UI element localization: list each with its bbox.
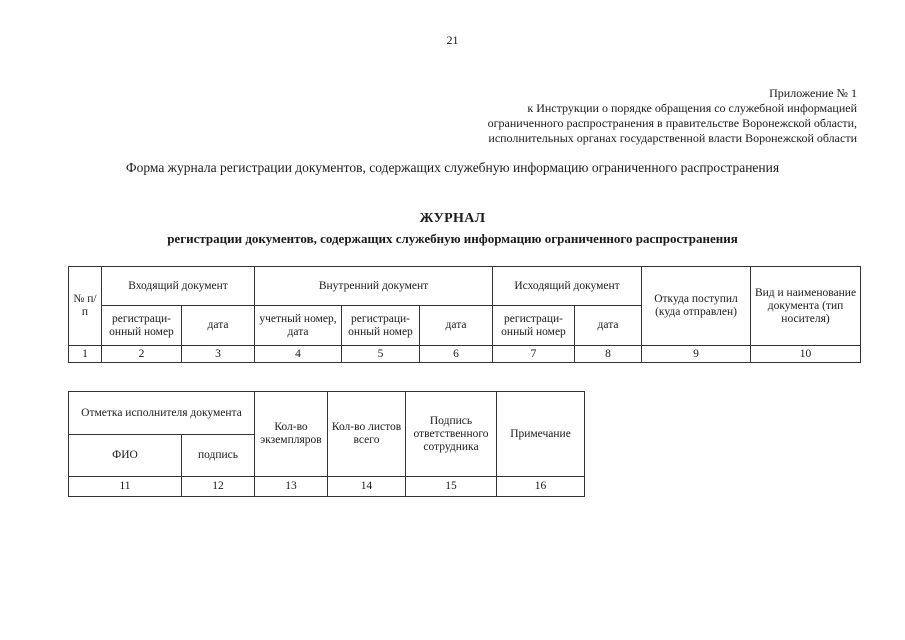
column-number: 2: [102, 346, 182, 363]
header-copies: Кол-во экземпляров: [255, 392, 328, 477]
header-internal-account: учетный номер, дата: [255, 306, 342, 346]
header-executor-signature: подпись: [182, 435, 255, 477]
appendix-line: ограниченного распространения в правительстве Воронежской области,: [487, 116, 857, 130]
journal-table-part-2: [68, 391, 585, 497]
appendix-line: к Инструкции о порядке обращения со служебной информацией: [527, 101, 857, 115]
header-incoming-date: дата: [182, 306, 255, 346]
column-number: 10: [751, 346, 861, 363]
column-number: 9: [642, 346, 751, 363]
page-number: 21: [446, 33, 459, 47]
header-outgoing-reg: регистраци-онный номер: [493, 306, 575, 346]
form-title: Форма журнала регистрации документов, содержащих служебную информацию ограниченного распространения: [125, 160, 780, 175]
header-incoming-reg: регистраци-онный номер: [102, 306, 182, 346]
column-number: 3: [182, 346, 255, 363]
column-number: 16: [497, 477, 585, 497]
header-incoming: Входящий документ: [102, 267, 255, 306]
column-number: 13: [255, 477, 328, 497]
header-internal: Внутренний документ: [255, 267, 493, 306]
appendix-line: Приложение № 1: [769, 86, 857, 100]
header-outgoing-date: дата: [575, 306, 642, 346]
header-executor-fio: ФИО: [69, 435, 182, 477]
column-number: 1: [69, 346, 102, 363]
header-responsible-signature: Подпись ответственного сотрудника: [406, 392, 497, 477]
column-number: 7: [493, 346, 575, 363]
appendix-note: [488, 86, 857, 146]
header-internal-date: дата: [420, 306, 493, 346]
column-number: 12: [182, 477, 255, 497]
column-number: 11: [69, 477, 182, 497]
header-from-to: Откуда поступил (куда отправлен): [642, 267, 751, 346]
header-internal-reg: регистраци-онный номер: [342, 306, 420, 346]
column-number: 4: [255, 346, 342, 363]
column-number: 8: [575, 346, 642, 363]
journal-table-part-1: [68, 266, 861, 363]
column-number: 6: [420, 346, 493, 363]
header-note: Примечание: [497, 392, 585, 477]
header-type-name: Вид и наименование документа (тип носителя): [751, 267, 861, 346]
header-num: № п/п: [69, 267, 102, 346]
column-number: 14: [328, 477, 406, 497]
journal-title: ЖУРНАЛ: [419, 211, 486, 226]
header-sheets: Кол-во листов всего: [328, 392, 406, 477]
header-outgoing: Исходящий документ: [493, 267, 642, 306]
appendix-line: исполнительных органах государственной власти Воронежской области: [488, 131, 857, 145]
header-executor: Отметка исполнителя документа: [69, 392, 255, 435]
column-number: 15: [406, 477, 497, 497]
journal-subtitle: регистрации документов, содержащих служебную информацию ограниченного распространения: [167, 231, 738, 246]
column-number: 5: [342, 346, 420, 363]
